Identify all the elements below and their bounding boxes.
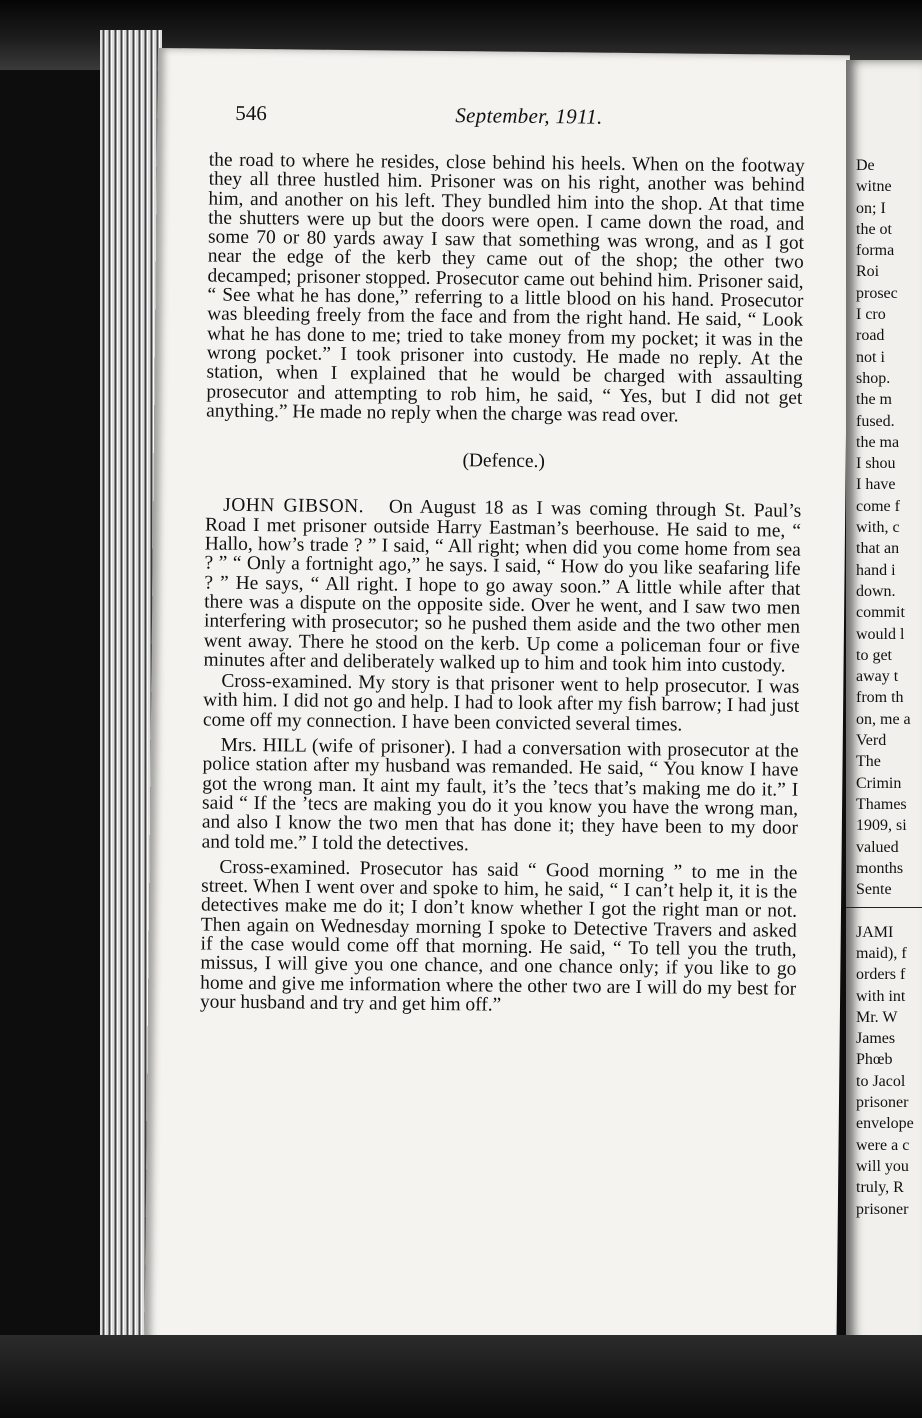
facing-page-line: down. <box>856 582 896 600</box>
facing-page-line: witne <box>856 178 892 196</box>
facing-page-line: road <box>856 327 885 345</box>
witness-name-hill: Mrs. HILL <box>220 734 307 757</box>
facing-page-line: The <box>856 753 881 771</box>
facing-page-line: come f <box>856 497 900 515</box>
defence-heading: (Defence.) <box>462 450 545 473</box>
hill-testimony <box>202 736 799 858</box>
facing-page-line: James <box>856 1030 896 1048</box>
facing-page-line: prosec <box>856 284 898 302</box>
facing-page-line: commit <box>856 604 905 622</box>
facing-page-line: on, me a <box>856 710 911 728</box>
facing-page-line: with, c <box>856 519 900 537</box>
facing-page-line: I have <box>856 476 896 494</box>
page-body <box>200 151 805 1018</box>
facing-page-line: forma <box>856 242 895 260</box>
hill-text: (wife of prisoner). I had a conversation with prosecutor at the police station after my husband was remanded. He said, “ You know I have got the wrong man. It aint my fault, it’s the ’tecs that’s making me do it.” I said “ If the ’tecs are making you do it you know you have the wrong man, and also I know the two men that has done it; they have been to my door and told me.” I told the detectives. <box>201 735 799 855</box>
facing-page-line: truly, R <box>856 1179 904 1197</box>
facing-page-line: to get <box>856 646 892 664</box>
facing-page-line: envelope <box>856 1115 914 1133</box>
facing-page-line: De <box>856 157 875 174</box>
facing-page-line: the ma <box>856 433 900 451</box>
facing-page-line: the m <box>856 391 892 409</box>
facing-page <box>846 60 922 1350</box>
page-header <box>235 101 795 137</box>
facing-page-line: will you <box>856 1157 909 1175</box>
running-head: September, 1911. <box>455 103 603 129</box>
facing-page-line: that an <box>856 540 900 558</box>
facing-page-line: JAMI <box>856 923 894 941</box>
facing-page-line: maid), f <box>856 944 907 962</box>
facing-page-line: to Jacol <box>856 1072 906 1090</box>
facing-page-line: Thames <box>856 795 907 813</box>
gibson-cross-examination: Cross-examined. My story is that prisoner went to help prosecutor. I was with him. I did not go and help. I had to look after my fish barrow; I had just come off my connection. I have been convicted several times. <box>202 670 800 736</box>
facing-page-line: Sente <box>856 881 892 899</box>
witness-name-gibson: JOHN GIBSON. <box>223 495 365 518</box>
facing-page-line: not i <box>856 348 885 366</box>
facing-page-line: were a c <box>856 1136 910 1154</box>
facing-page-line: I shou <box>856 455 896 473</box>
gibson-text: On August 18 as I was coming through St. Paul’s Road I met prisoner outside Harry Eastman’s beerhouse. He said to me, “ Hallo, how’s trade ? ” I said, “ All right; when did you come home from sea ? ” “ Only a fortnight ago,” he says. I said, “ How do you like seafaring life ? ” He says, “ All right. I hope to go away soon.” A little while after that there was a dispute on the opposite side. Over he went, and I saw two men interfering with prosecutor; so he pushed them aside and the two other men went away. There he stood on the kerb. Up come a policeman four or five minutes after and deliberately walked up to him and took him into custody. <box>203 496 802 677</box>
facing-page-line: fused. <box>856 412 895 430</box>
hill-cross-examination: Cross-examined. Prosecutor has said “ Good morning ” to me in the street. When I went over and spoke to him, he said, “ I can’t help it, it is the detectives make me do it; I don’t know whether I got the right man or not. Then again on Wednesday morning I spoke to Detective Travers and asked if the case would come off that morning. He said, “ To tell you the truth, missus, I will give you one chance, and one chance only; if you like to go home and give me information where the other two are I will do my best for your husband and try and get him off.” <box>199 856 798 1016</box>
facing-page-line: would l <box>856 625 905 643</box>
facing-page-line: Mr. W <box>856 1008 898 1026</box>
facing-page-line: away t <box>856 668 899 686</box>
page-number: 546 <box>235 100 267 126</box>
gibson-testimony <box>203 496 801 676</box>
facing-page-line: prisoner <box>856 1200 909 1218</box>
facing-page-line: Roi <box>856 263 880 281</box>
facing-page-line: with int <box>856 987 906 1005</box>
facing-page-rule <box>846 907 922 908</box>
facing-page-text <box>856 155 922 1220</box>
facing-page-line: from th <box>856 689 904 707</box>
facing-page-line: hand i <box>856 561 896 579</box>
facing-page-line: shop. <box>856 369 891 387</box>
facing-page-line: I cro <box>856 306 886 324</box>
testimony-paragraph: the road to where he resides, close behind his heels. When on the footway they all three hustled him. Prisoner was on his right, another was behind him, and another on his left. They bundled him into the shop. At that time the shutters were up but the doors were open. I came down the road, and some 70 or 80 yards away I saw that something was wrong, and as I got near the edge of the kerb they came out of the shop; the other two decamped; prisoner stopped. Prosecutor came out behind him. Prisoner said, “ See what he has done,” referring to a little blood on his hand. Prosecutor was bleeding freely from the face and from the right hand. He said, “ Look what he has done to me; tried to take money from my pocket; it was in the wrong pocket.” I took prisoner into custody. He made no reply. At the station, when I explained that he would be charged with assaulting prosecutor and attempting to rob him, he said, “ Yes, but I did not get anything.” He made no reply when the charge was read over. <box>206 149 805 427</box>
left-page <box>144 48 850 1350</box>
facing-page-line: 1909, si <box>856 817 907 835</box>
facing-page-line: prisoner <box>856 1094 909 1112</box>
facing-page-line: months <box>856 859 904 877</box>
facing-page-line: the ot <box>856 220 892 238</box>
scan-bottom-shadow <box>0 1335 922 1418</box>
facing-page-line: orders f <box>856 966 906 984</box>
facing-page-line: Phœb <box>856 1051 893 1069</box>
facing-page-line <box>856 900 922 921</box>
facing-page-line: valued <box>856 838 899 856</box>
facing-page-line: Verd <box>856 732 887 750</box>
facing-page-line: on; I <box>856 199 886 217</box>
facing-page-line: Crimin <box>856 774 902 792</box>
